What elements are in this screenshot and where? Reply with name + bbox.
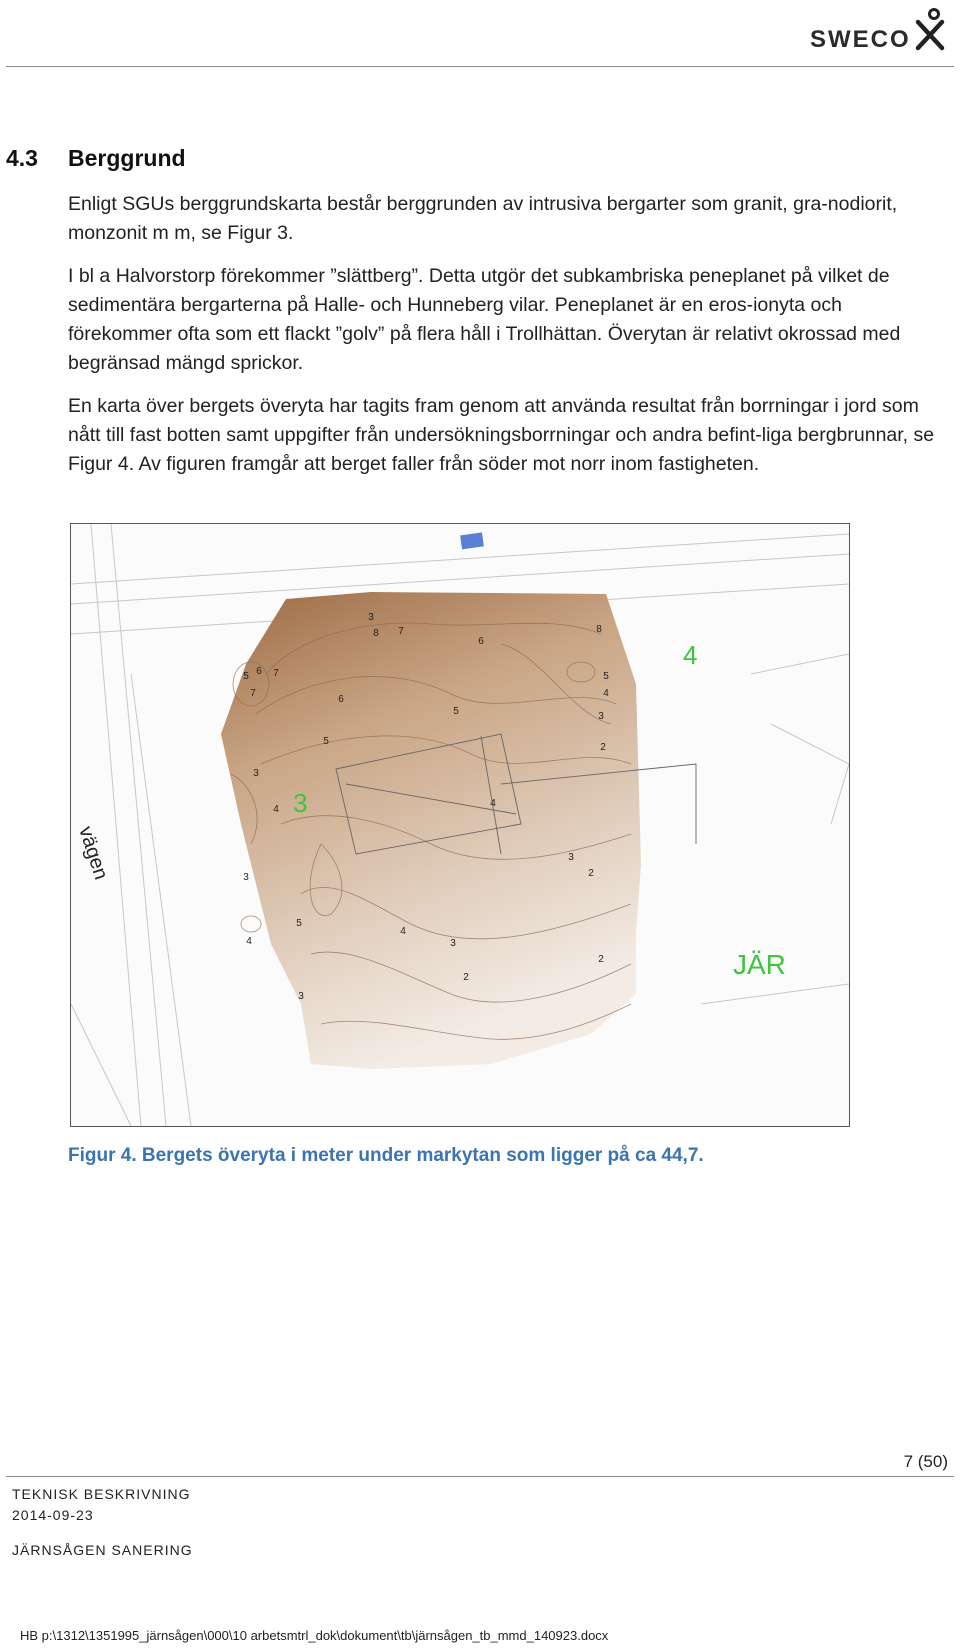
contour-label: 3 xyxy=(450,938,456,949)
contour-label: 3 xyxy=(598,711,604,722)
blue-patch xyxy=(460,532,484,549)
contour-map-svg xyxy=(71,524,849,1126)
contour-label: 8 xyxy=(373,628,379,639)
contour-label: 5 xyxy=(453,706,459,717)
contour-label: 3 xyxy=(298,991,304,1002)
contour-label: 2 xyxy=(600,742,606,753)
footer-project: JÄRNSÅGEN SANERING xyxy=(12,1542,193,1558)
contour-label: 6 xyxy=(338,694,344,705)
section-heading xyxy=(6,145,186,172)
sweco-mark-icon xyxy=(910,8,950,52)
contour-label: 8 xyxy=(596,624,602,635)
zone-label-3: 3 xyxy=(293,788,308,818)
area-name-label: JÄR xyxy=(733,949,786,980)
contour-label: 2 xyxy=(463,972,469,983)
contour-label: 4 xyxy=(400,926,406,937)
sweco-logo xyxy=(810,8,950,54)
contour-label: 3 xyxy=(368,612,374,623)
contour-label: 7 xyxy=(273,668,279,679)
bedrock-contour-map xyxy=(70,523,850,1127)
paragraph-1: Enligt SGUs berggrundskarta består berggrunden av intrusiva bergarter som granit, gra-nodiorit, monzonit m m, se Figur 3. xyxy=(68,193,898,244)
contour-label: 7 xyxy=(398,626,404,637)
footer-date: 2014-09-23 xyxy=(12,1507,94,1523)
zone-label-4: 4 xyxy=(683,640,698,670)
contour-label: 7 xyxy=(250,688,256,699)
footer-rule xyxy=(6,1476,954,1477)
figure-caption: Figur 4. Bergets överyta i meter under markytan som ligger på ca 44,7. xyxy=(68,1145,704,1166)
contour-label: 5 xyxy=(296,918,302,929)
contour-label: 6 xyxy=(256,666,262,677)
page-number: 7 (50) xyxy=(903,1452,948,1471)
contour-label: 2 xyxy=(588,868,594,879)
contour-label: 3 xyxy=(243,872,249,883)
contour-label: 5 xyxy=(243,671,249,682)
contour-label: 4 xyxy=(603,688,609,699)
section-title: Berggrund xyxy=(68,145,186,171)
contour-label: 4 xyxy=(246,936,252,947)
bedrock-surface xyxy=(221,592,641,1069)
paragraph-3: En karta över bergets överyta har tagits fram genom att använda resultat från borrningar i jord som nått till fast botten samt uppgifter från undersökningsborrningar och andra befint-liga bergbrunnar, se Figur 4. Av figuren framgår att berget faller från söder mot norr inom fastigheten. xyxy=(68,395,935,475)
contour-label: 3 xyxy=(568,852,574,863)
contour-label: 2 xyxy=(598,954,604,965)
footer-file-path: HB p:\1312\1351995_järnsågen\000\10 arbetsmtrl_dok\dokument\tb\järnsågen_tb_mmd_140923.docx xyxy=(20,1628,609,1643)
contour-label: 6 xyxy=(478,636,484,647)
contour-label: 4 xyxy=(490,798,496,809)
contour-label: 3 xyxy=(253,768,259,779)
contour-label: 5 xyxy=(603,671,609,682)
contour-label: 4 xyxy=(273,804,279,815)
section-number: 4.3 xyxy=(6,145,38,171)
contour-label: 5 xyxy=(323,736,329,747)
header-rule xyxy=(6,66,954,67)
logo-text: SWECO xyxy=(810,26,911,53)
paragraph-2: I bl a Halvorstorp förekommer ”slättberg”. Detta utgör det subkambriska peneplanet på vilket de sedimentära bergarterna på Halle- och Hunneberg vilar. Peneplanet är en eros-ionyta och förekommer ofta som ett flackt ”golv” på flera håll i Trollhättan. Överytan är relativt okrossad med begränsad mängd sprickor. xyxy=(68,265,901,374)
road-name-label: vägen xyxy=(74,823,113,883)
footer-doc-type: TEKNISK BESKRIVNING xyxy=(12,1486,191,1502)
